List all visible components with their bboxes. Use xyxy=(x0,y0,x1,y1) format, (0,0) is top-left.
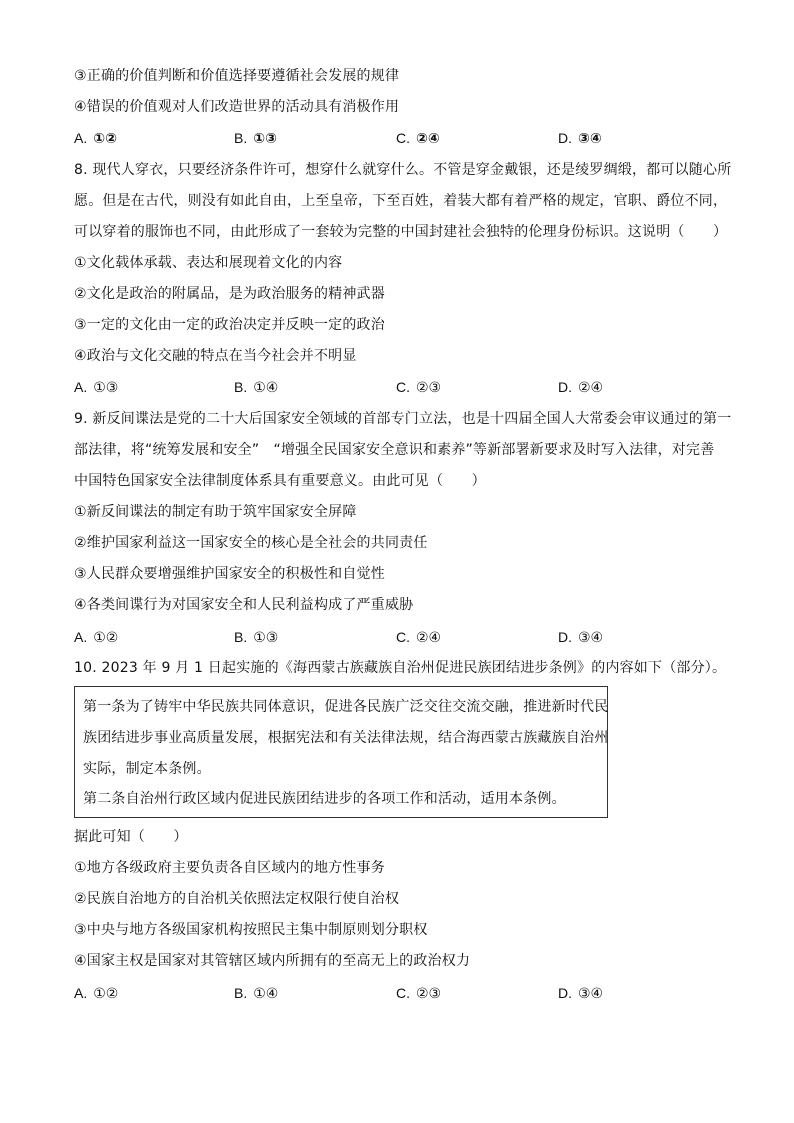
q10-regulation-excerpt-box xyxy=(74,686,608,818)
q10-option-b[interactable]: B. ①④ xyxy=(234,985,279,1002)
q10-statement-3: ③中央与地方各级国家机构按照民主集中制原则划分职权 xyxy=(74,922,428,938)
prev-option-a[interactable]: A. ①② xyxy=(74,130,117,147)
q8-statement-2: ②文化是政治的附属品，是为政治服务的精神武器 xyxy=(74,286,385,302)
q10-option-c[interactable]: C. ②③ xyxy=(396,985,442,1002)
q9-stem-line-2: 部法律，将“统筹发展和安全” “增强全民国家安全意识和素养”等新部署新要求及时写入法律，对完善 xyxy=(74,442,715,458)
prev-option-c[interactable]: C. ②④ xyxy=(396,130,440,147)
q9-option-d[interactable]: D. ③④ xyxy=(558,629,604,646)
q8-option-d[interactable]: D. ②④ xyxy=(558,379,604,396)
q8-stem-line-3: 可以穿着的服饰也不同，由此形成了一套较为完整的中国封建社会独特的伦理身份标识。这说明（ ） xyxy=(74,224,728,240)
q10-prompt: 据此可知（ ） xyxy=(74,829,188,845)
prev-statement-4: ④错误的价值观对人们改造世界的活动具有消极作用 xyxy=(74,99,400,115)
q10-box-line-1: 第一条为了铸牢中华民族共同体意识，促进各民族广泛交往交流交融，推进新时代民 xyxy=(83,699,609,715)
q8-stem-line-1: 8. 现代人穿衣，只要经济条件许可，想穿什么就穿什么。不管是穿金戴银，还是绫罗绸缎，都可以随心所 xyxy=(74,162,732,178)
q10-statement-1: ①地方各级政府主要负责各自区域内的地方性事务 xyxy=(74,860,385,876)
q8-option-b[interactable]: B. ①④ xyxy=(234,379,279,396)
q9-option-a[interactable]: A. ①② xyxy=(74,629,119,646)
q10-box-line-3: 实际，制定本条例。 xyxy=(83,761,211,777)
q9-statement-2: ②维护国家利益这一国家安全的核心是全社会的共同责任 xyxy=(74,535,428,551)
q9-options-row xyxy=(74,627,724,647)
q10-stem: 10. 2023 年 9 月 1 日起实施的《海西蒙古族藏族自治州促进民族团结进步条例》的内容如下（部分）。 xyxy=(74,660,727,676)
q8-option-a[interactable]: A. ①③ xyxy=(74,379,119,396)
q10-box-line-2: 族团结进步事业高质量发展，根据宪法和有关法律法规，结合海西蒙古族藏族自治州 xyxy=(83,730,609,746)
q8-statement-4: ④政治与文化交融的特点在当今社会并不明显 xyxy=(74,348,357,364)
prev-options-row xyxy=(74,128,724,148)
q9-stem-line-3: 中国特色国家安全法律制度体系具有重要意义。由此可见（ ） xyxy=(74,473,486,489)
prev-statement-3: ③正确的价值判断和价值选择要遵循社会发展的规律 xyxy=(74,68,400,84)
q8-statement-1: ①文化载体承载、表达和展现着文化的内容 xyxy=(74,255,343,271)
q9-option-c[interactable]: C. ②④ xyxy=(396,629,442,646)
q10-box-line-4: 第二条自治州行政区域内促进民族团结进步的各项工作和活动，适用本条例。 xyxy=(83,791,566,807)
q9-option-b[interactable]: B. ①③ xyxy=(234,629,279,646)
q8-stem-line-2: 愿。但是在古代，则没有如此自由，上至皇帝，下至百姓，着装大都有着严格的规定，官职、爵位不同， xyxy=(74,193,728,209)
q8-statement-3: ③一定的文化由一定的政治决定并反映一定的政治 xyxy=(74,317,385,333)
q10-statement-2: ②民族自治地方的自治机关依照法定权限行使自治权 xyxy=(74,891,400,907)
q10-option-a[interactable]: A. ①② xyxy=(74,985,119,1002)
q9-statement-3: ③人民群众要增强维护国家安全的积极性和自觉性 xyxy=(74,566,385,582)
q9-stem-line-1: 9. 新反间谍法是党的二十大后国家安全领域的首部专门立法，也是十四届全国人大常委会审议通过的第一 xyxy=(74,411,732,427)
q10-statement-4: ④国家主权是国家对其管辖区域内所拥有的至高无上的政治权力 xyxy=(74,953,471,969)
q10-option-d[interactable]: D. ③④ xyxy=(558,985,604,1002)
q8-option-c[interactable]: C. ②③ xyxy=(396,379,442,396)
prev-option-b[interactable]: B. ①③ xyxy=(234,130,277,147)
q9-statement-4: ④各类间谍行为对国家安全和人民利益构成了严重威胁 xyxy=(74,597,414,613)
q9-statement-1: ①新反间谍法的制定有助于筑牢国家安全屏障 xyxy=(74,504,357,520)
q10-options-row xyxy=(74,983,724,1003)
q8-options-row xyxy=(74,377,724,397)
prev-option-d[interactable]: D. ③④ xyxy=(558,130,602,147)
